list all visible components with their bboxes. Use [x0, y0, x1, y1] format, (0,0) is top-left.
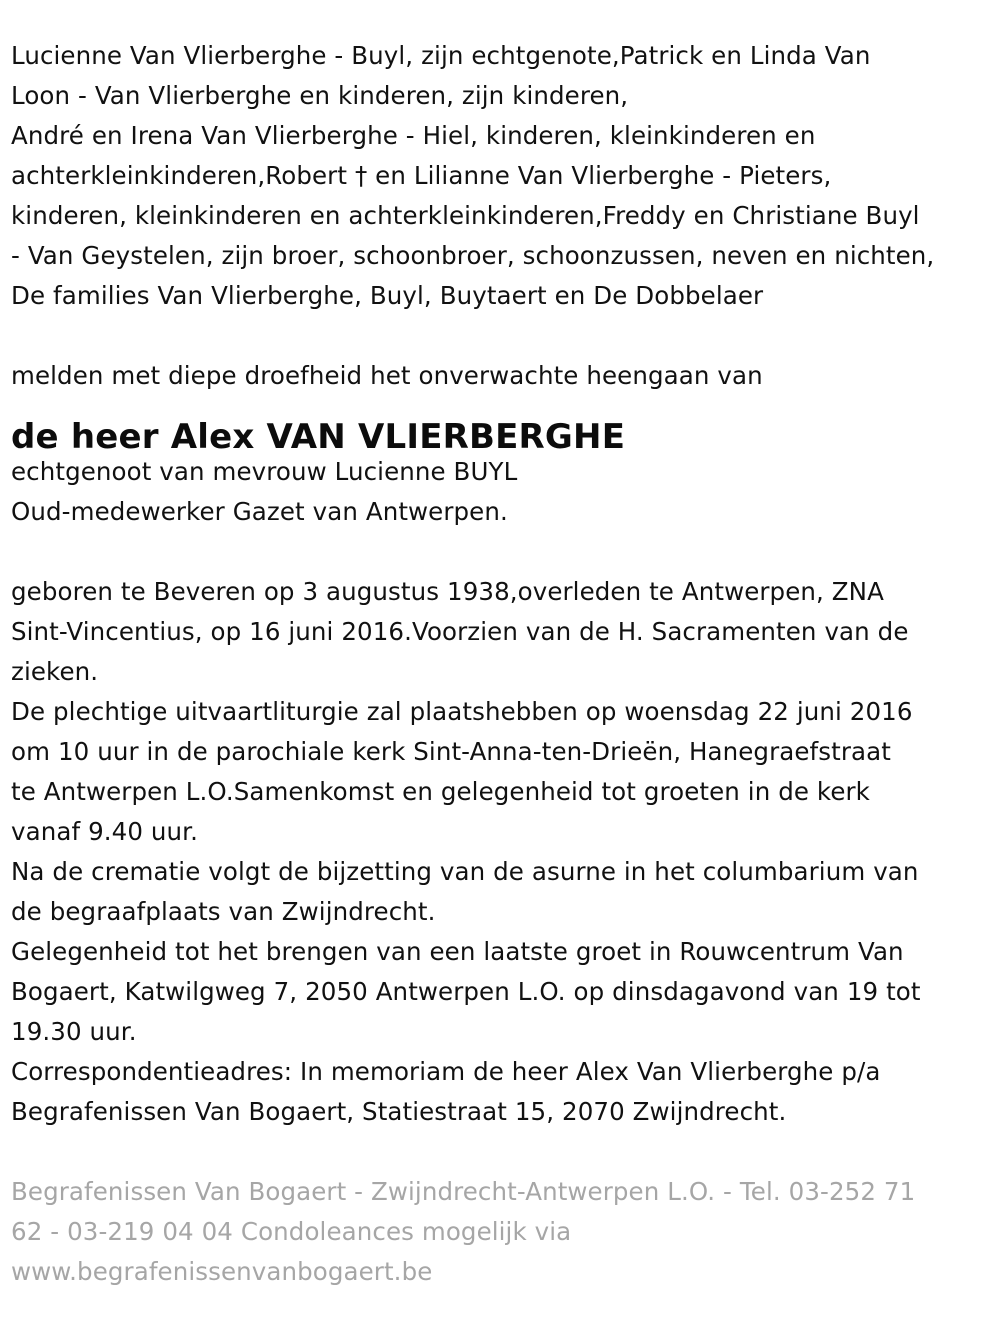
- details-line: te Antwerpen L.O.Samenkomst en gelegenheid tot groeten in de kerk: [11, 777, 870, 806]
- details-line: Begrafenissen Van Bogaert, Statiestraat 15, 2070 Zwijndrecht.: [11, 1097, 787, 1126]
- family-line: kinderen, kleinkinderen en achterkleinkinderen,Freddy en Christiane Buyl: [11, 201, 920, 230]
- details-line: 19.30 uur.: [11, 1017, 137, 1046]
- occupation-line: Oud-medewerker Gazet van Antwerpen.: [11, 497, 508, 526]
- family-line: - Van Geystelen, zijn broer, schoonbroer, schoonzussen, neven en nichten,: [11, 241, 935, 270]
- details-line: Correspondentieadres: In memoriam de heer Alex Van Vlierberghe p/a: [11, 1057, 881, 1086]
- spacer: [11, 316, 995, 356]
- deceased-name: de heer Alex VAN VLIERBERGHE: [11, 417, 626, 457]
- details-line: vanaf 9.40 uur.: [11, 817, 198, 846]
- family-line: De families Van Vlierberghe, Buyl, Buytaert en De Dobbelaer: [11, 281, 764, 310]
- details-line: De plechtige uitvaartliturgie zal plaatshebben op woensdag 22 juni 2016: [11, 697, 913, 726]
- details-line: Bogaert, Katwilgweg 7, 2050 Antwerpen L.O. op dinsdagavond van 19 tot: [11, 977, 921, 1006]
- spouse-line: echtgenoot van mevrouw Lucienne BUYL: [11, 457, 518, 486]
- details-line: Gelegenheid tot het brengen van een laatste groet in Rouwcentrum Van: [11, 937, 904, 966]
- details-line: Sint-Vincentius, op 16 juni 2016.Voorzien van de H. Sacramenten van de: [11, 617, 909, 646]
- announcement-text: melden met diepe droefheid het onverwachte heengaan van: [11, 361, 763, 390]
- details-line: de begraafplaats van Zwijndrecht.: [11, 897, 436, 926]
- family-line: André en Irena Van Vlierberghe - Hiel, kinderen, kleinkinderen en: [11, 121, 816, 150]
- details-section: [11, 572, 995, 1132]
- details-line: zieken.: [11, 657, 99, 686]
- family-line: achterkleinkinderen,Robert † en Lilianne Van Vlierberghe - Pieters,: [11, 161, 832, 190]
- details-line: Na de crematie volgt de bijzetting van de asurne in het columbarium van: [11, 857, 919, 886]
- obituary-document: [11, 36, 995, 1292]
- details-line: geboren te Beveren op 3 augustus 1938,overleden te Antwerpen, ZNA: [11, 577, 884, 606]
- deceased-info: [11, 452, 995, 532]
- footer-website[interactable]: www.begrafenissenvanbogaert.be: [11, 1257, 433, 1286]
- family-line: Loon - Van Vlierberghe en kinderen, zijn kinderen,: [11, 81, 629, 110]
- spacer: [11, 532, 995, 572]
- family-section: [11, 36, 995, 316]
- footer-line: Begrafenissen Van Bogaert - Zwijndrecht-Antwerpen L.O. - Tel. 03-252 71: [11, 1177, 916, 1206]
- funeral-home-footer: [11, 1172, 995, 1292]
- family-line: Lucienne Van Vlierberghe - Buyl, zijn echtgenote,Patrick en Linda Van: [11, 41, 871, 70]
- details-line: om 10 uur in de parochiale kerk Sint-Anna-ten-Drieën, Hanegraefstraat: [11, 737, 891, 766]
- footer-line: 62 - 03-219 04 04 Condoleances mogelijk via: [11, 1217, 572, 1246]
